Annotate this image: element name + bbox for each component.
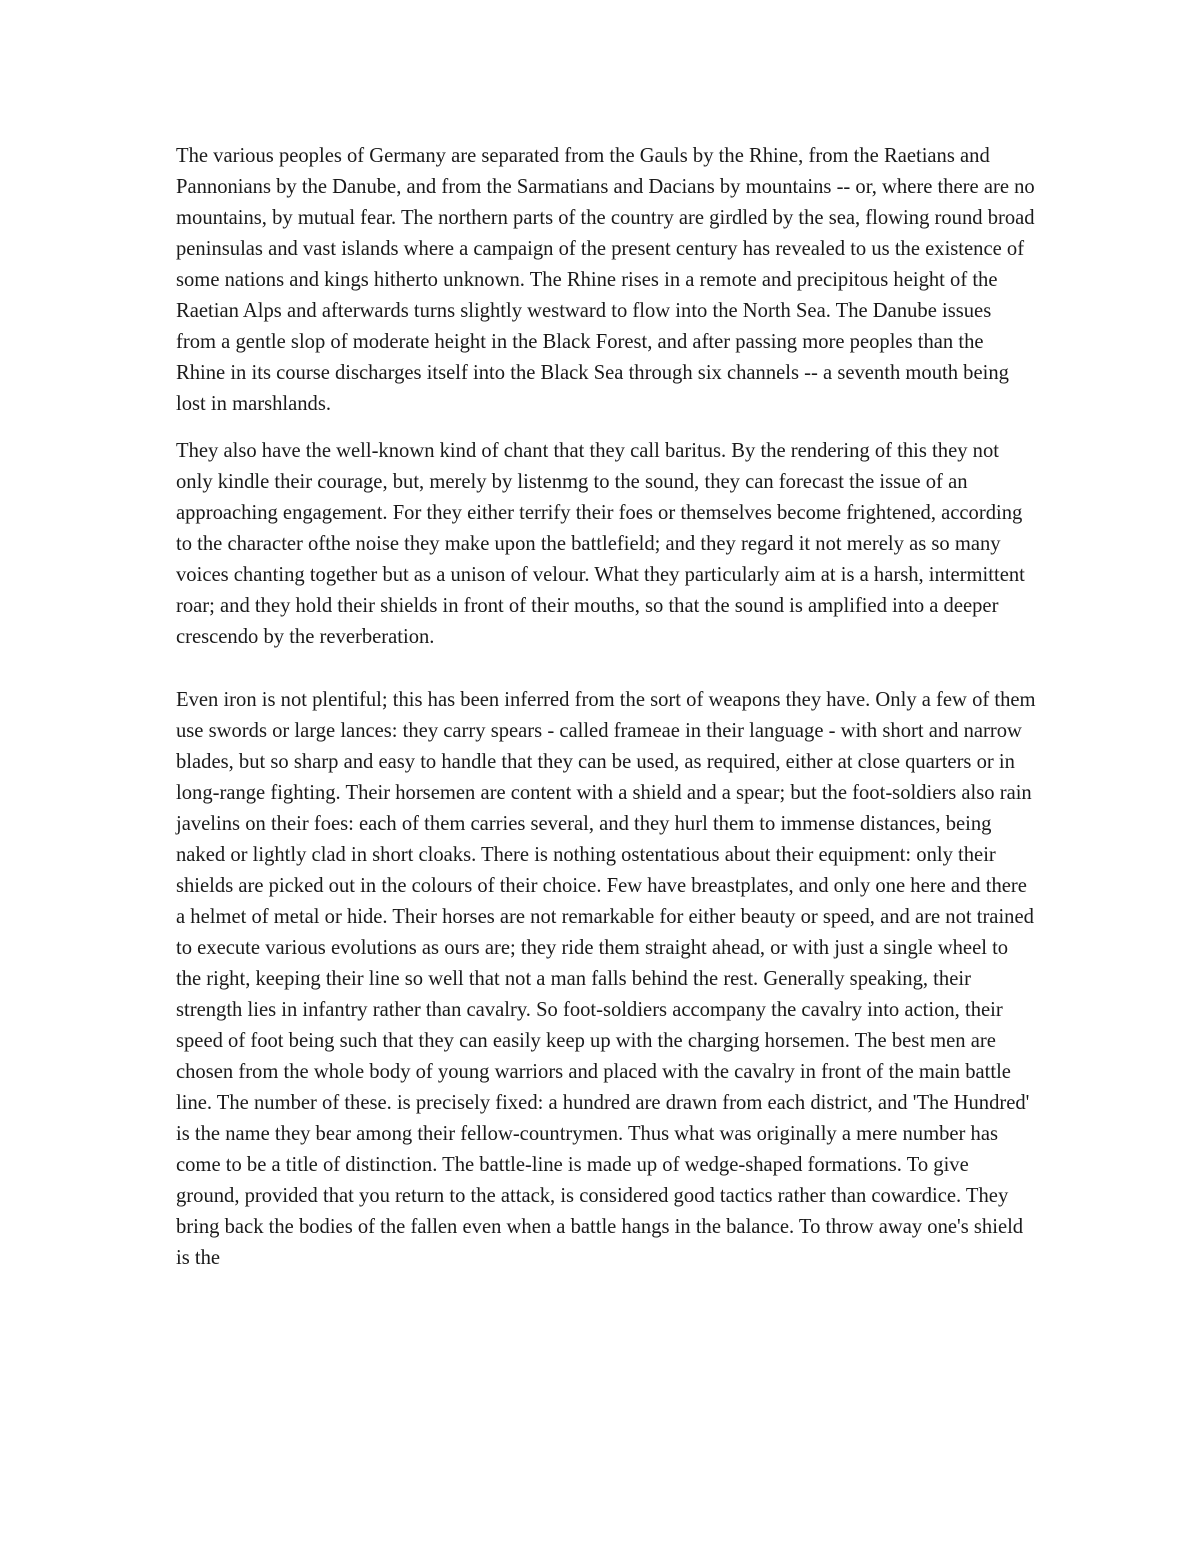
document-body — [176, 141, 1036, 1274]
paragraph-geography: The various peoples of Germany are separated from the Gauls by the Rhine, from the Raetians and Pannonians by the Danube, and from the Sarmatians and Dacians by mountains -- or, where there are no mountains, by mutual fear. The northern parts of the country are girdled by the sea, flowing round broad peninsulas and vast islands where a campaign of the present century has revealed to us the existence of some nations and kings hitherto unknown. The Rhine rises in a remote and precipitous height of the Raetian Alps and afterwards turns slightly westward to flow into the North Sea. The Danube issues from a gentle slop of moderate height in the Black Forest, and after passing more peoples than the Rhine in its course discharges itself into the Black Sea through six channels -- a seventh mouth being lost in marshlands. — [176, 145, 1035, 415]
paragraph-weapons-warfare: Even iron is not plentiful; this has been inferred from the sort of weapons they have. Only a few of them use swords or large lances: they carry spears - called frameae in their language - with short and narrow blades, but so sharp and easy to handle that they can be used, as required, either at close quarters or in long-range fighting. Their horsemen are content with a shield and a spear; but the foot-soldiers also rain javelins on their foes: each of them carries several, and they hurl them to immense distances, being naked or lightly clad in short cloaks. There is nothing ostentatious about their equipment: only their shields are picked out in the colours of their choice. Few have breastplates, and only one here and there a helmet of metal or hide. Their horses are not remarkable for either beauty or speed, and are not trained to execute various evolutions as ours are; they ride them straight ahead, or with just a single wheel to the right, keeping their line so well that not a man falls behind the rest. Generally speaking, their strength lies in infantry rather than cavalry. So foot-soldiers accompany the cavalry into action, their speed of foot being such that they can easily keep up with the charging horsemen. The best men are chosen from the whole body of young warriors and placed with the cavalry in front of the main battle line. The number of these. is precisely fixed: a hundred are drawn from each district, and 'The Hundred' is the name they bear among their fellow-countrymen. Thus what was originally a mere number has come to be a title of distinction. The battle-line is made up of wedge-shaped formations. To give ground, provided that you return to the attack, is considered good tactics rather than cowardice. They bring back the bodies of the fallen even when a battle hangs in the balance. To throw away one's shield is the — [176, 689, 1036, 1269]
paragraph-baritus-chant: They also have the well-known kind of chant that they call baritus. By the rendering of this they not only kindle their courage, but, merely by listenmg to the sound, they can forecast the issue of an approaching engagement. For they either terrify their foes or themselves become frightened, according to the character ofthe noise they make upon the battlefield; and they regard it not merely as so many voices chanting together but as a unison of velour. What they particularly aim at is a harsh, intermittent roar; and they hold their shields in front of their mouths, so that the sound is amplified into a deeper crescendo by the reverberation. — [176, 440, 1025, 648]
